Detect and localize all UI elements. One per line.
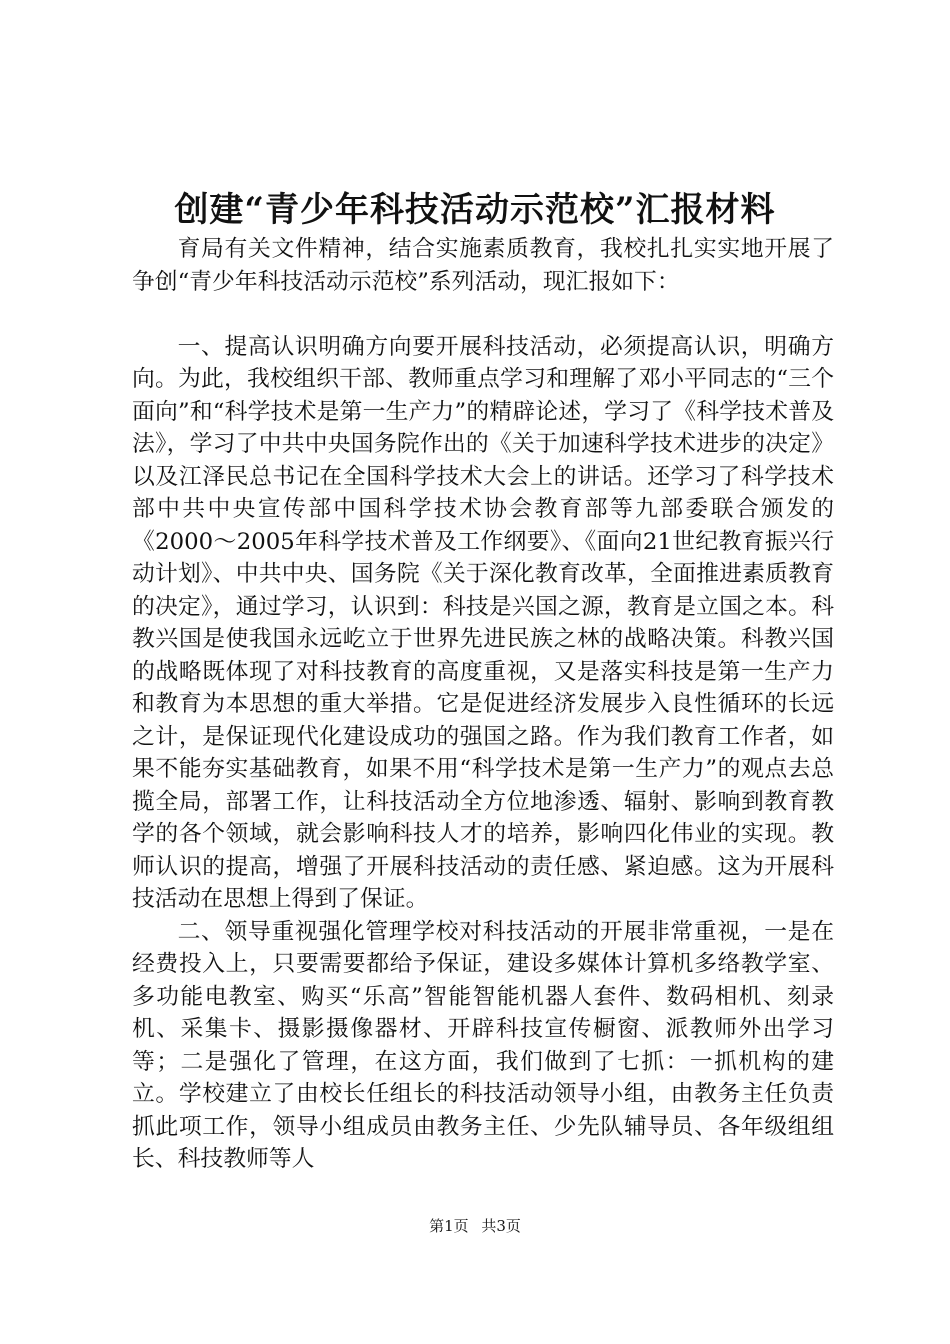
intro-paragraph: 育局有关文件精神，结合实施素质教育，我校扎扎实实地开展了争创“青少年科技活动示范校”系列活动，现汇报如下：	[132, 236, 834, 295]
page-total: 共3页	[481, 1217, 521, 1235]
section-one-paragraph: 一、提高认识明确方向要开展科技活动，必须提高认识，明确方向。为此，我校组织干部、教师重点学习和理解了邓小平同志的“三个面向”和“科学技术是第一生产力”的精辟论述，学习了《科学技术普及法》，学习了中共中央国务院作出的《关于加速科学技术进步的决定》以及江泽民总书记在全国科学技术大会上的讲话。还学习了科学技术部中共中央宣传部中国科学技术协会教育部等九部委联合颁发的《2000～2005年科学技术普及工作纲要》、《面向21世纪教育振兴行动计划》、中共中央、国务院《关于深化教育改革，全面推进素质教育的决定》，通过学习，认识到：科技是兴国之源，教育是立国之本。科教兴国是使我国永远屹立于世界先进民族之林的战略决策。科教兴国的战略既体现了对科技教育的高度重视，又是落实科技是第一生产力和教育为本思想的重大举措。它是促进经济发展步入良性循环的长远之计，是保证现代化建设成功的强国之路。作为我们教育工作者，如果不能夯实基础教育，如果不用“科学技术是第一生产力”的观点去总揽全局，部署工作，让科技活动全方位地渗透、辐射、影响到教育教学的各个领域，就会影响科技人才的培养，影响四化伟业的实现。教师认识的提高，增强了开展科技活动的责任感、紧迫感。这为开展科技活动在思想上得到了保证。	[132, 333, 834, 912]
page-footer	[0, 1216, 950, 1236]
page-number: 第1页	[429, 1217, 469, 1235]
section-two-paragraph: 二、领导重视强化管理学校对科技活动的开展非常重视，一是在经费投入上，只要需要都给予保证，建设多媒体计算机多络教学室、多功能电教室、购买“乐高”智能智能机器人套件、数码相机、刻录机、采集卡、摄影摄像器材、开辟科技宣传橱窗、派教师外出学习等；二是强化了管理，在这方面，我们做到了七抓：一抓机构的建立。学校建立了由校长任组长的科技活动领导小组，由教务主任负责抓此项工作，领导小组成员由教务主任、少先队辅导员、各年级组组长、科技教师等人	[132, 918, 834, 1172]
page-title: 创建“青少年科技活动示范校”汇报材料	[174, 190, 776, 230]
document-body	[132, 233, 834, 1176]
